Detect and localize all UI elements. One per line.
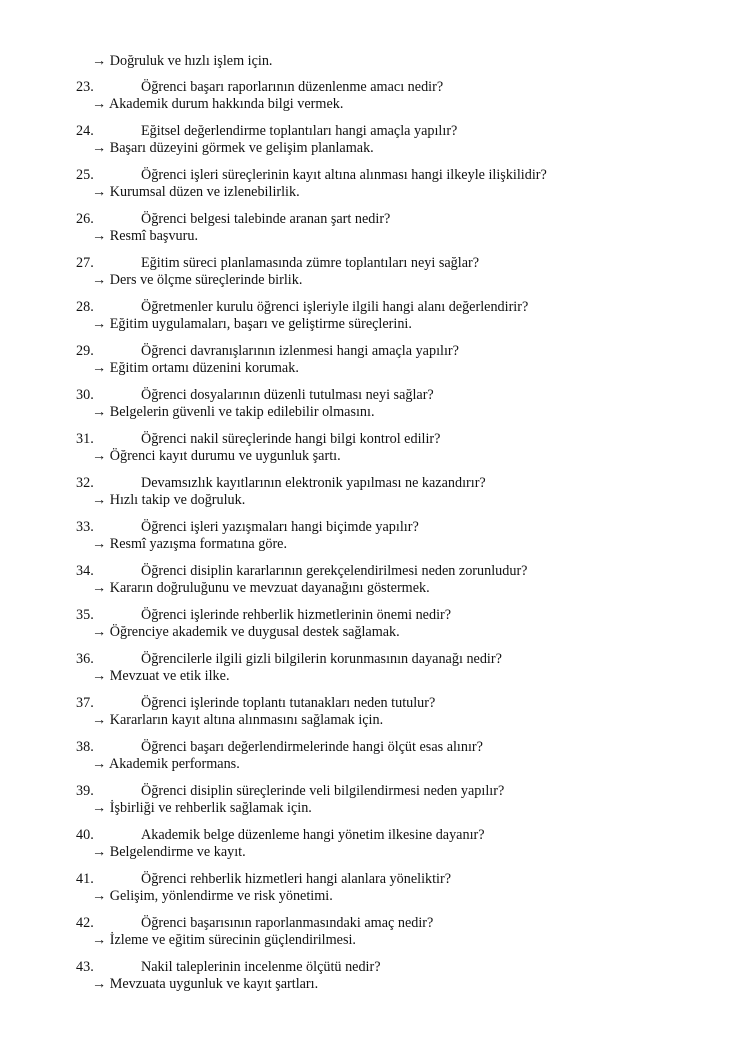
qa-item <box>0 870 750 914</box>
question-text: Öğrenci başarısının raporlanmasındaki amaç nedir? <box>141 915 434 931</box>
question-text: Öğrencilerle ilgili gizli bilgilerin korunmasının dayanağı nedir? <box>141 651 502 667</box>
qa-item <box>0 562 750 606</box>
qa-item <box>0 254 750 298</box>
question-number: 30. <box>76 387 94 403</box>
qa-item <box>0 650 750 694</box>
answer-text: → Akademik durum hakkında bilgi vermek. <box>92 96 344 112</box>
qa-item <box>0 606 750 650</box>
qa-item <box>0 738 750 782</box>
answer-text: → Başarı düzeyini görmek ve gelişim planlamak. <box>92 140 374 156</box>
answer-text: → Belgelendirme ve kayıt. <box>92 844 246 860</box>
qa-item <box>0 826 750 870</box>
question-text: Öğrenci işleri süreçlerinin kayıt altına alınması hangi ilkeyle ilişkilidir? <box>141 167 547 183</box>
answer-text: → Resmî yazışma formatına göre. <box>92 536 288 552</box>
question-number: 39. <box>76 783 94 799</box>
question-number: 34. <box>76 563 94 579</box>
qa-item <box>0 122 750 166</box>
answer-text: → Mevzuat ve etik ilke. <box>92 668 230 684</box>
question-number: 38. <box>76 739 94 755</box>
question-number: 40. <box>76 827 94 843</box>
question-text: Öğrenci nakil süreçlerinde hangi bilgi kontrol edilir? <box>141 431 441 447</box>
question-number: 31. <box>76 431 94 447</box>
question-number: 28. <box>76 299 94 315</box>
question-text: Akademik belge düzenleme hangi yönetim ilkesine dayanır? <box>141 827 485 843</box>
question-text: Öğrenci işleri yazışmaları hangi biçimde yapılır? <box>141 519 419 535</box>
answer-text: → Belgelerin güvenli ve takip edilebilir olmasını. <box>92 404 375 420</box>
answer-text: → Eğitim uygulamaları, başarı ve geliştirme süreçlerini. <box>92 316 412 332</box>
question-text: Öğrenci başarı raporlarının düzenlenme amacı nedir? <box>141 79 444 95</box>
answer-text: → Gelişim, yönlendirme ve risk yönetimi. <box>92 888 333 904</box>
answer-text: → Öğrenciye akademik ve duygusal destek sağlamak. <box>92 624 400 640</box>
answer-text: → Öğrenci kayıt durumu ve uygunluk şartı. <box>92 448 341 464</box>
previous-answer: → Doğruluk ve hızlı işlem için. <box>92 53 273 69</box>
question-text: Öğrenci davranışlarının izlenmesi hangi amaçla yapılır? <box>141 343 459 359</box>
question-text: Devamsızlık kayıtlarının elektronik yapılması ne kazandırır? <box>141 475 486 491</box>
question-text: Öğrenci dosyalarının düzenli tutulması neyi sağlar? <box>141 387 434 403</box>
answer-text: → Kararların kayıt altına alınmasını sağlamak için. <box>92 712 384 728</box>
question-text: Öğrenci disiplin kararlarının gerekçelendirilmesi neden zorunludur? <box>141 563 528 579</box>
question-number: 26. <box>76 211 94 227</box>
question-text: Eğitsel değerlendirme toplantıları hangi amaçla yapılır? <box>141 123 458 139</box>
question-number: 24. <box>76 123 94 139</box>
qa-item <box>0 298 750 342</box>
question-number: 43. <box>76 959 94 975</box>
answer-text: → Kararın doğruluğunu ve mevzuat dayanağını göstermek. <box>92 580 430 596</box>
answer-text: → Ders ve ölçme süreçlerinde birlik. <box>92 272 303 288</box>
qa-item <box>0 166 750 210</box>
question-list <box>0 78 750 1002</box>
qa-item <box>0 518 750 562</box>
question-number: 27. <box>76 255 94 271</box>
qa-item <box>0 474 750 518</box>
answer-text: → Resmî başvuru. <box>92 228 199 244</box>
question-number: 36. <box>76 651 94 667</box>
question-text: Öğrenci disiplin süreçlerinde veli bilgilendirmesi neden yapılır? <box>141 783 505 799</box>
qa-item <box>0 430 750 474</box>
question-number: 42. <box>76 915 94 931</box>
qa-item <box>0 210 750 254</box>
answer-text: → Hızlı takip ve doğruluk. <box>92 492 246 508</box>
qa-item <box>0 694 750 738</box>
qa-item <box>0 386 750 430</box>
question-text: Öğrenci işlerinde rehberlik hizmetlerinin önemi nedir? <box>141 607 452 623</box>
question-text: Nakil taleplerinin incelenme ölçütü nedir? <box>141 959 381 975</box>
qa-item <box>0 342 750 386</box>
answer-text: → Eğitim ortamı düzenini korumak. <box>92 360 299 376</box>
qa-item <box>0 958 750 1002</box>
answer-text: → Akademik performans. <box>92 756 240 772</box>
question-text: Öğretmenler kurulu öğrenci işleriyle ilgili hangi alanı değerlendirir? <box>141 299 529 315</box>
question-text: Öğrenci rehberlik hizmetleri hangi alanlara yöneliktir? <box>141 871 452 887</box>
question-number: 32. <box>76 475 94 491</box>
question-text: Öğrenci belgesi talebinde aranan şart nedir? <box>141 211 391 227</box>
qa-item <box>0 782 750 826</box>
question-number: 35. <box>76 607 94 623</box>
answer-text: → Mevzuata uygunluk ve kayıt şartları. <box>92 976 319 992</box>
question-number: 33. <box>76 519 94 535</box>
question-number: 29. <box>76 343 94 359</box>
question-number: 37. <box>76 695 94 711</box>
question-text: Öğrenci başarı değerlendirmelerinde hangi ölçüt esas alınır? <box>141 739 483 755</box>
question-number: 41. <box>76 871 94 887</box>
question-text: Öğrenci işlerinde toplantı tutanakları neden tutulur? <box>141 695 436 711</box>
qa-item <box>0 78 750 122</box>
question-text: Eğitim süreci planlamasında zümre toplantıları neyi sağlar? <box>141 255 480 271</box>
answer-text: → İzleme ve eğitim sürecinin güçlendirilmesi. <box>92 932 356 948</box>
answer-text: → İşbirliği ve rehberlik sağlamak için. <box>92 800 312 816</box>
question-number: 23. <box>76 79 94 95</box>
question-number: 25. <box>76 167 94 183</box>
answer-text: → Kurumsal düzen ve izlenebilirlik. <box>92 184 300 200</box>
qa-item <box>0 914 750 958</box>
